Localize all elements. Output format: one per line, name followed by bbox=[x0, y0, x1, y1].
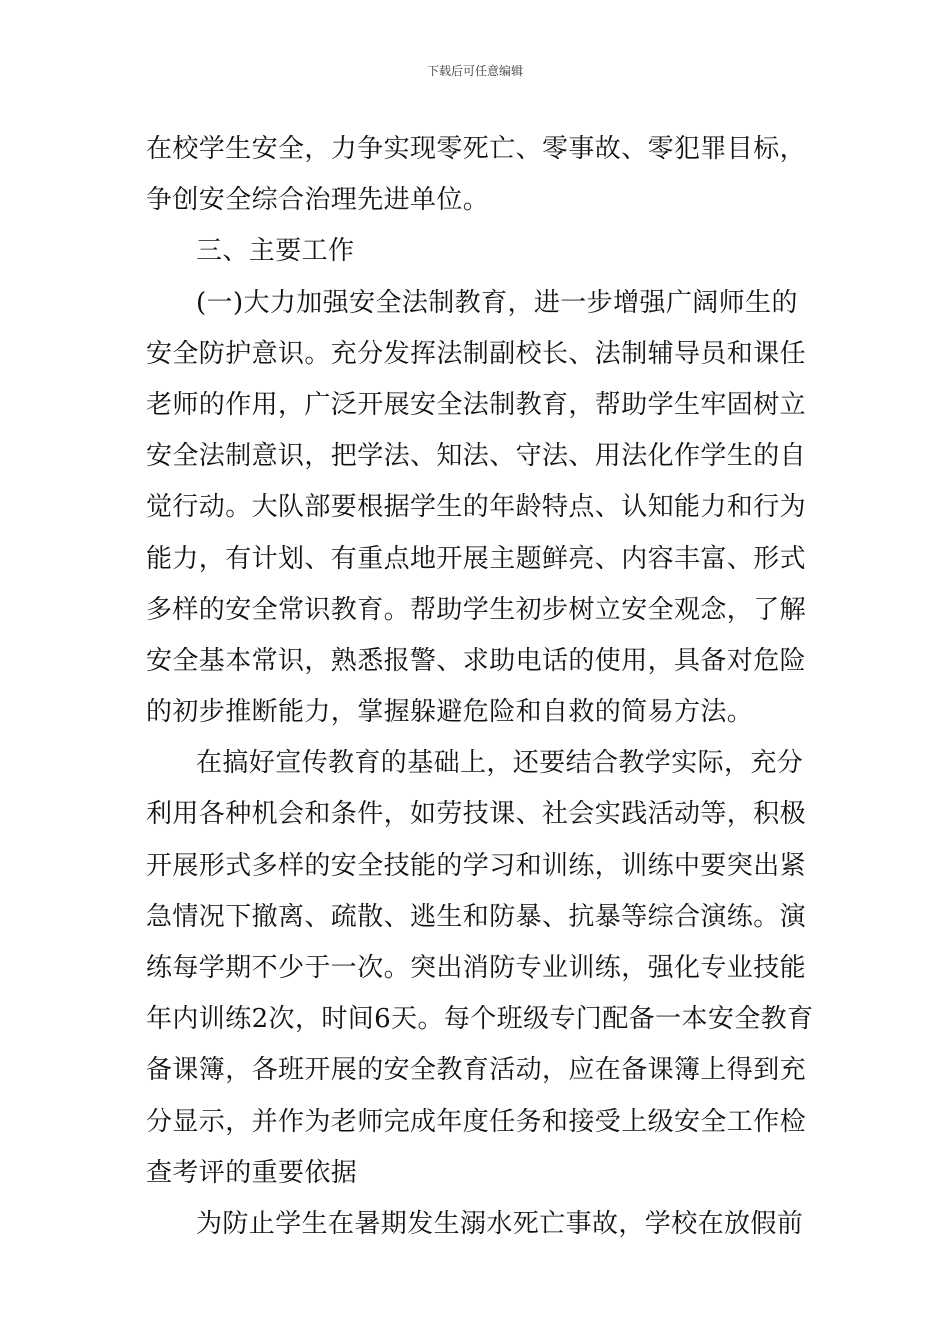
document-body bbox=[146, 124, 814, 1250]
text-line: 年内训练2次，时间6天。每个班级专门配备一本安全教育 bbox=[146, 1004, 814, 1035]
text-line: 在校学生安全，力争实现零死亡、零事故、零犯罪目标， bbox=[146, 134, 807, 164]
text-line: 争创安全综合治理先进单位。 bbox=[146, 185, 490, 216]
text-line: 老师的作用，广泛开展安全法制教育，帮助学生牢固树立 bbox=[146, 389, 807, 420]
text-line: 觉行动。大队部要根据学生的年龄特点、认知能力和行为 bbox=[146, 492, 807, 523]
text-line: 急情况下撤离、疏散、逃生和防暴、抗暴等综合演练。演 bbox=[146, 901, 807, 932]
text-line: 为防止学生在暑期发生溺水死亡事故，学校在放假前 bbox=[196, 1208, 804, 1239]
text-line: 利用各种机会和条件，如劳技课、社会实践活动等，积极 bbox=[146, 799, 807, 830]
text-line: 安全基本常识，熟悉报警、求助电话的使用，具备对危险 bbox=[146, 645, 807, 676]
text-line: 备课簿，各班开展的安全教育活动，应在备课簿上得到充 bbox=[146, 1055, 807, 1086]
text-line: 三、主要工作 bbox=[196, 236, 355, 267]
text-line: 能力，有计划、有重点地开展主题鲜亮、内容丰富、形式 bbox=[146, 543, 807, 574]
text-line: 在搞好宣传教育的基础上，还要结合教学实际，充分 bbox=[196, 748, 804, 779]
text-line: 多样的安全常识教育。帮助学生初步树立安全观念，了解 bbox=[146, 594, 807, 625]
text-line: 安全防护意识。充分发挥法制副校长、法制辅导员和课任 bbox=[146, 338, 807, 369]
text-line: 开展形式多样的安全技能的学习和训练，训练中要突出紧 bbox=[146, 850, 807, 881]
text-line: (一)大力加强安全法制教育，进一步增强广阔师生的 bbox=[196, 287, 798, 318]
text-line: 安全法制意识，把学法、知法、守法、用法化作学生的自 bbox=[146, 441, 807, 472]
text-line: 的初步推断能力，掌握躲避危险和自救的简易方法。 bbox=[146, 697, 754, 728]
text-line: 分显示，并作为老师完成年度任务和接受上级安全工作检 bbox=[146, 1106, 807, 1137]
text-line: 练每学期不少于一次。突出消防专业训练，强化专业技能 bbox=[146, 953, 807, 983]
page-header: 下载后可任意编辑 bbox=[426, 64, 523, 78]
text-line: 查考评的重要依据 bbox=[146, 1157, 358, 1188]
